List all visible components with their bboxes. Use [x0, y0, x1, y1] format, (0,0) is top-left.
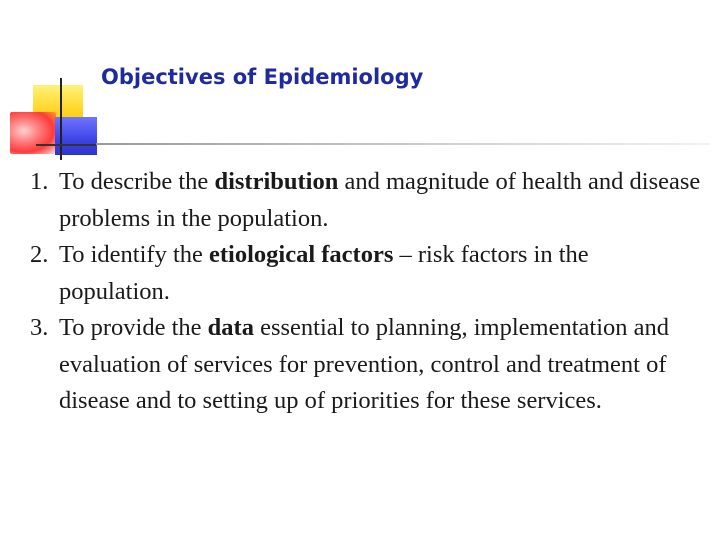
objective-item [30, 164, 705, 237]
objective-number: 2. [30, 241, 49, 268]
objective-text: and magnitude of health and disease problems in the population. [59, 168, 701, 232]
objective-text: – risk factors in the population. [59, 241, 589, 305]
objective-item [30, 237, 705, 310]
objective-text: essential to planning, implementation and evaluation of services for prevention, control and treatment of disease and to setting up of priorities for these services. [59, 314, 670, 414]
objectives-list [30, 164, 705, 420]
ornament-vertical-line [60, 78, 62, 160]
red-square [10, 112, 56, 154]
objective-emphasis: etiological factors [209, 241, 394, 268]
objective-emphasis: data [207, 314, 254, 341]
objective-text: To identify the [59, 241, 210, 268]
objective-text: To provide the [59, 314, 208, 341]
objective-item [30, 310, 705, 420]
objective-emphasis: distribution [214, 168, 339, 195]
slide-title: Objectives of Epidemiology [101, 65, 424, 89]
title-underline [96, 143, 710, 145]
objective-text: To describe the [59, 168, 215, 195]
objective-number: 1. [30, 168, 49, 195]
ornament-horizontal-line [36, 144, 96, 146]
objective-number: 3. [30, 314, 49, 341]
